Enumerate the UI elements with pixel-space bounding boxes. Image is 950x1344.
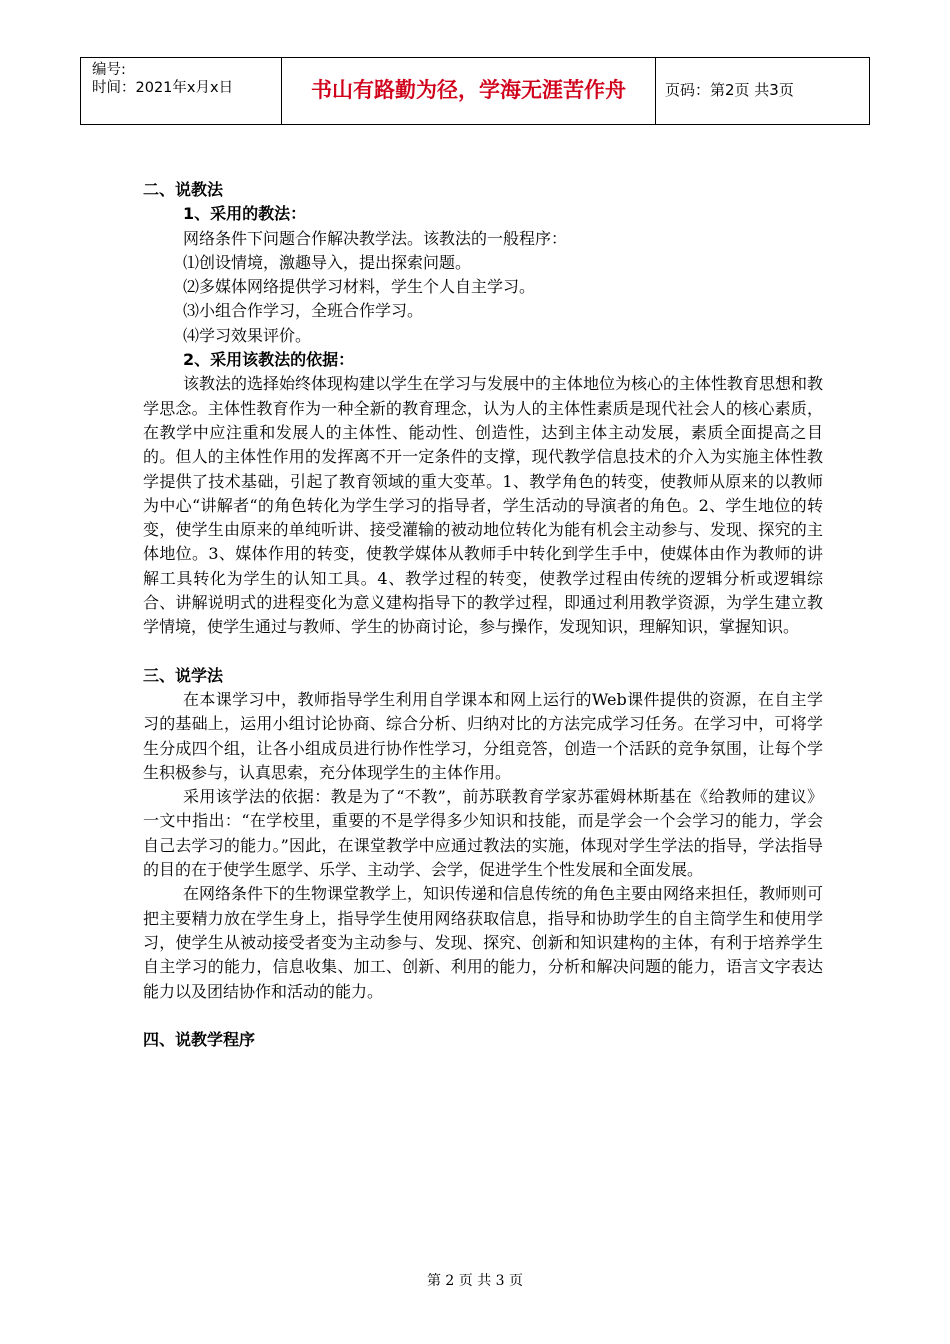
header-meta [81,58,282,124]
document-body [143,178,823,1052]
page-footer: 第 2 页 共 3 页 [426,1273,524,1289]
paragraph-basis: 该教法的选择始终体现构建以学生在学习与发展中的主体地位为核心的主体性教育思想和教学思念。主体性教育作为一种全新的教育理念，认为人的主体性素质是现代社会人的核心素质，在教学中应注重和发展人的主体性、能动性、创造性，达到主体主动发展，素质全面提高之目的。但人的主体性作用的发挥离不开一定条件的支撑，现代教学信息技术的介入为实施主体性教学提供了技术基础，引起了教育领域的重大变革。1、教学角色的转变，使教师从原来的以教师为中心“讲解者“的角色转化为学生学习的指导者，学生活动的导演者的角色。2、学生地位的转变，使学生由原来的单纯听讲、接受灌输的被动地位转化为能有机会主动参与、发现、探究的主体地位。3、媒体作用的转变，使教学媒体从教师手中转化到学生手中，使媒体由作为教师的讲解工具转化为学生的认知工具。4、教学过程的转变，使教学过程由传统的逻辑分析或逻辑综合、讲解说明式的进程变化为意义建构指导下的教学过程，即通过利用教学资源，为学生建立教学情境，使学生通过与教师、学生的协商讨论，参与操作，发现知识，理解知识，掌握知识。 [143,374,824,637]
section-title-teaching-method: 二、说教法 [143,180,224,199]
time-label: 时间：2021年x月x日 [92,80,234,96]
subsection-title-method: 1、采用的教法： [183,204,307,224]
header-page-info: 页码：第2页 共3页 [665,80,794,99]
procedure-step: ⑴创设情境，激趣导入，提出探索问题。 [183,252,472,272]
number-label: 编号: [92,62,126,78]
paragraph-learning-2: 采用该学法的依据：教是为了“不教”，前苏联教育学家苏霍姆林斯基在《给教师的建议》一文中指出：“在学校里，重要的不是学得多少知识和技能，而是学会一个会学习的能力，学会自己去学习的能力。”因此，在课堂教学中应通过教法的实施，体现对学生学法的指导，学法指导的目的在于使学生愿学、乐学、主动学、会学，促进学生个性发展和全面发展。 [143,787,823,880]
subsection-title-basis: 2、采用该教法的依据： [183,350,355,370]
method-description: 网络条件下问题合作解决教学法。该教法的一般程序： [183,228,568,248]
section-title-learning-method: 三、说学法 [143,665,224,685]
page-header [80,57,870,125]
paragraph-learning-3: 在网络条件下的生物课堂教学上，知识传递和信息传统的角色主要由网络来担任，教师则可把主要精力放在学生身上，指导学生使用网络获取信息，指导和协助学生的自主筒学生和使用学习，使学生从被动接受者变为主动参与、发现、探究、创新和知识建构的主体，有利于培养学生自主学习的能力，信息收集、加工、创新、利用的能力，分析和解决问题的能力，语言文字表达能力以及团结协作和活动的能力。 [143,884,824,1001]
procedure-step: ⑵多媒体网络提供学习材料，学生个人自主学习。 [183,277,536,297]
paragraph-learning-1: 在本课学习中，教师指导学生利用自学课本和网上运行的Web课件提供的资源，在自主学习的基础上，运用小组讨论协商、综合分析、归纳对比的方法完成学习任务。在学习中，可将学生分成四个组，让各小组成员进行协作性学习，分组竞答，创造一个活跃的竞争氛围，让每个学生积极参与，认真思索，充分体现学生的主体作用。 [143,689,823,782]
header-motto: 书山有路勤为径，学海无涯苦作舟 [282,58,656,124]
procedure-step: ⑷学习效果评价。 [183,325,312,345]
procedure-step: ⑶小组合作学习，全班合作学习。 [183,301,424,321]
section-title-teaching-procedure: 四、说教学程序 [143,1029,256,1049]
